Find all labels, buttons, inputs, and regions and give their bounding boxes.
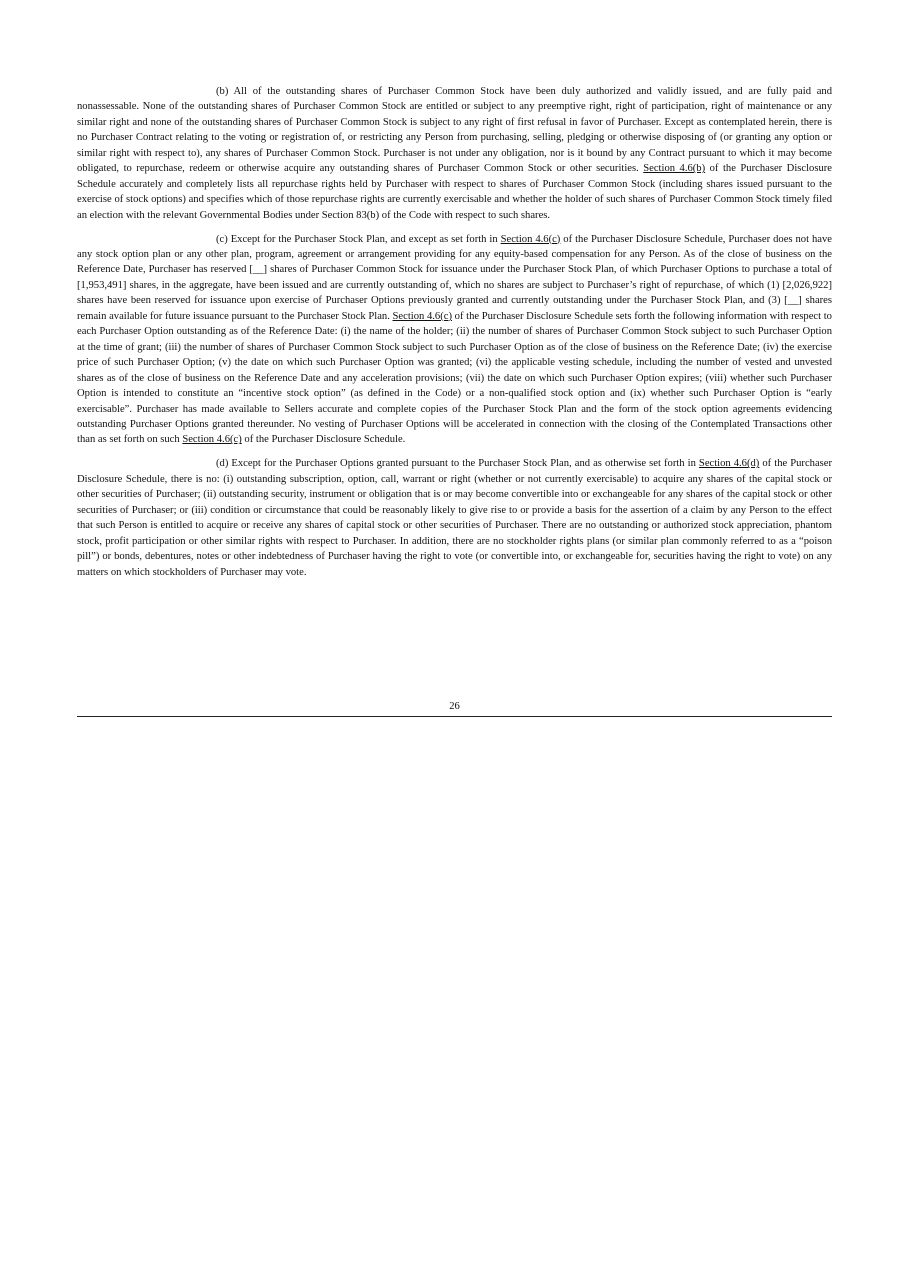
section-reference-4-6-c: Section 4.6(c) [182,434,242,446]
text-run: (c) Except for the Purchaser Stock Plan, and except as set forth in [216,233,501,245]
text-run: of the Purchaser Disclosure Schedule. [241,434,406,446]
text-run: of the Purchaser Disclosure Schedule accurately and completely lists all repurchase rights held by Purchaser with respect to shares of Purchaser Common Stock (including shares issued pursuant to the exercise of stock options) and specifies which of those repurchase rights are currently exercisable and whether the holder of such shares of Purchaser Common Stock timely filed an election with the relevant Governmental Bodies under Section 83(b) of the Code with respect to such shares. [77,163,832,221]
footer-divider [77,716,832,717]
text-run: of the Purchaser Disclosure Schedule sets forth the following information with respect to each Purchaser Option outstanding as of the Reference Date: (i) the name of the holder; (ii) the number of shares of Purchaser Common Stock subject to such Purchaser Option at the time of grant; (iii) the number of shares of Purchaser Common Stock subject to such Purchaser Option as of the close of business on the Reference Date; (iv) the exercise price of such Purchaser Option; (v) the date on which such Purchaser Option was granted; (vi) the applicable vesting schedule, including the number of vested and unvested shares as of the close of business on the Reference Date and any acceleration provisions; (vii) the date on which such Purchaser Option expires; (viii) whether such Purchaser Option is intended to constitute an “incentive stock option” (as defined in the Code) or a non-qualified stock option and (ix) whether such Purchaser Option is “early exercisable”. Purchaser has made available to Sellers accurate and complete copies of the Purchaser Stock Plan and the form of the stock option agreements evidencing outstanding Purchaser Options granted thereunder. No vesting of Purchaser Options will be accelerated in connection with the closing of the Contemplated Transactions other than as set forth on such [77,310,832,446]
section-reference-4-6-b: Section 4.6(b) [643,163,706,175]
text-run: (b) All of the outstanding shares of Purchaser Common Stock have been duly authorized and validly issued, and are fully paid and nonassessable. None of the outstanding shares of Purchaser Common Stock are entitled or subject to any preemptive right, right of participation, right of maintenance or any similar right and none of the outstanding shares of Purchaser Common Stock is subject to any right of first refusal in favor of Purchaser. Except as contemplated herein, there is no Purchaser Contract relating to the voting or registration of, or restricting any Person from purchasing, selling, pledging or otherwise disposing of (or granting any option or similar right with respect to), any shares of Purchaser Common Stock. Purchaser is not under any obligation, nor is it bound by any Contract pursuant to which it may become obligated, to repurchase, redeem or otherwise acquire any outstanding shares of Purchaser Common Stock or other securities. [77,86,832,175]
section-reference-4-6-c: Section 4.6(c) [392,310,452,322]
text-run: (d) Except for the Purchaser Options granted pursuant to the Purchaser Stock Plan, and as otherwise set forth in [216,458,699,470]
paragraph-4-6-b [77,84,832,223]
paragraph-4-6-d [77,456,832,580]
page-number: 26 [449,701,460,712]
document-body [77,84,832,589]
section-reference-4-6-c: Section 4.6(c) [500,233,561,245]
section-reference-4-6-d: Section 4.6(d) [698,458,760,470]
paragraph-4-6-c [77,232,832,448]
text-run: of the Purchaser Disclosure Schedule, there is no: (i) outstanding subscription, option, call, warrant or right (whether or not currently exercisable) to acquire any shares of the capital stock or other securities of Purchaser; (ii) outstanding security, instrument or obligation that is or may become convertible into or exchangeable for any shares of the capital stock or other securities of Purchaser; or (iii) condition or circumstance that could be reasonably likely to give rise to or provide a basis for the assertion of a claim by any Person to the effect that such Person is entitled to acquire or receive any shares of capital stock or other securities of Purchaser. There are no outstanding or authorized stock appreciation, phantom stock, profit participation or other similar rights with respect to Purchaser. In addition, there are no stockholder rights plans (or similar plan commonly referred to as a “poison pill”) or bonds, debentures, notes or other indebtedness of Purchaser having the right to vote (or convertible into, or exchangeable for, securities having the right to vote) on any matters on which stockholders of Purchaser may vote. [77,458,833,578]
text-run: of the Purchaser Disclosure Schedule, Purchaser does not have any stock option plan or any other plan, program, agreement or arrangement providing for any equity-based compensation for any Person. As of the close of business on the Reference Date, Purchaser has reserved [__] shares of Purchaser Common Stock for issuance under the Purchaser Stock Plan, of which Purchaser Options to purchase a total of [1,953,491] shares, in the aggregate, have been issued and are currently outstanding of, which no shares are subject to Purchaser’s right of repurchase, of which (1) [2,026,922] shares have been reserved for issuance upon exercise of Purchaser Options previously granted and currently outstanding under the Purchaser Stock Plan, and (3) [__] shares remain available for future issuance pursuant to the Purchaser Stock Plan. [77,233,832,322]
